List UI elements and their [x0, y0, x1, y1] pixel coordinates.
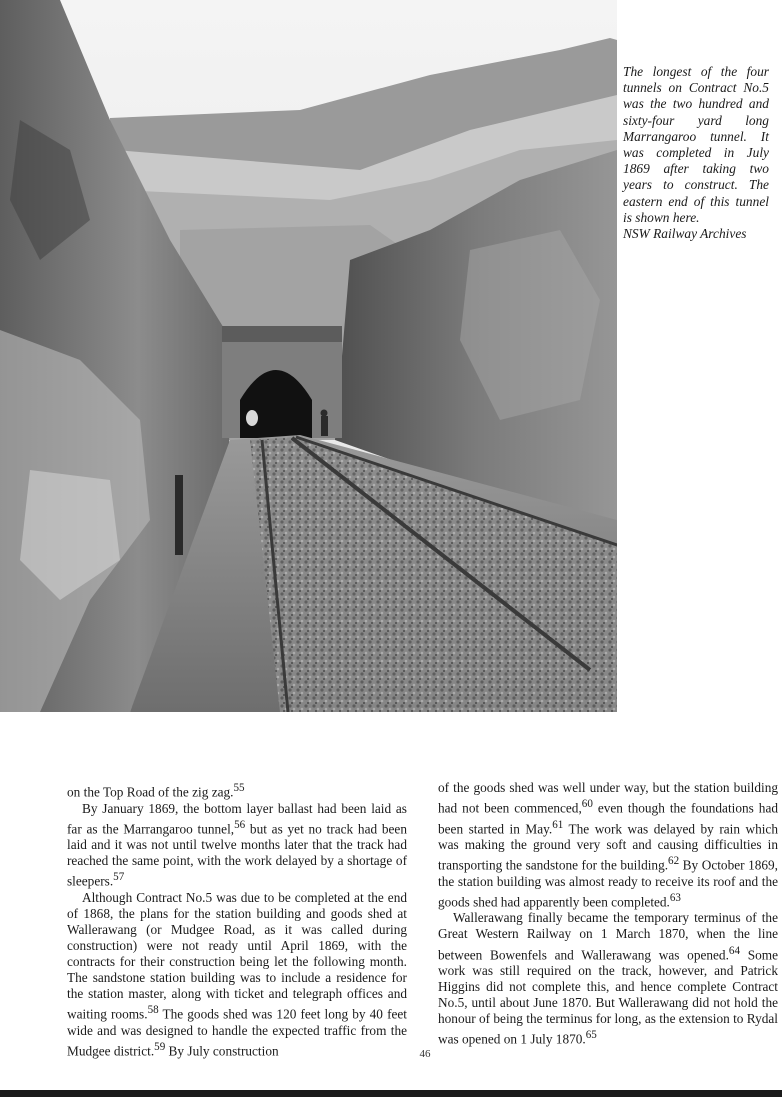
footnote-ref: 62 — [668, 855, 680, 868]
footnote-ref: 58 — [147, 1004, 159, 1017]
caption-text: The longest of the four tunnels on Contract No.5 was the two hundred and sixty-four yard long Marrangaroo tunnel. It was completed in July 1869 after taking two years to construct. The eastern end of this tunnel is shown here. — [623, 64, 769, 225]
paragraph: on the Top Road of the zig zag.$^{55}$ — [67, 782, 245, 800]
footnote-ref: 59 — [154, 1041, 166, 1054]
footnote-ref: 64 — [728, 944, 740, 957]
footnote-ref: 61 — [552, 818, 564, 831]
paragraph: Although Contract No.5 was due to be completed at the end of 1868, the plans for the station building and goods shed at Wallerawang (or Mudgee Road, as it was called during construction) were not ready until April 1869, with the contracts for their construction being let the following month. The sandstone station building was to include a residence for the station master, along with ticket and telegraph offices and waiting rooms.$^{58}$ The goods shed was 120 feet long by 40 feet wide and was designed to handle the expected traffic from the Mudgee district.$^{59}$ By July construction — [67, 889, 407, 1059]
paragraph: of the goods shed was well under way, but the station building had not been commenced,$^{60}$ even though the foundations had been started in May.$^{61}$ The work was delayed by rain which was making the ground very soft and causing difficulties in transporting the sandstone for the building.$^{62}$ By October 1869, the station building was almost ready to receive its roof and the goods shed had apparently been completed.$^{63}$ — [438, 780, 779, 910]
photo-caption — [623, 64, 769, 242]
paragraph: Wallerawang finally became the temporary terminus of the Great Western Railway on 1 March 1870, when the line between Bowenfels and Wallerawang was opened.$^{64}$ Some work was still required on the track, however, and Patrick Higgins did not complete this, and hence complete Contract No.5, until about June 1870. But Wallerawang did not hold the honour of being the terminus for long, as the extension to Rydal was opened on 1 July 1870.65 — [438, 910, 778, 1047]
footnote-ref: 56 — [234, 818, 246, 831]
page-bottom-edge — [0, 1090, 782, 1097]
footnote-ref: 57 — [113, 871, 125, 884]
footnote-ref: 60 — [581, 798, 593, 811]
footnote-ref: 65 — [585, 1029, 597, 1042]
right-text-column — [438, 780, 778, 1048]
footnote-ref: 55 — [233, 782, 245, 794]
caption-credit: NSW Railway Archives — [623, 226, 747, 242]
page-number: 46 — [419, 1048, 431, 1060]
paragraph: By January 1869, the bottom layer ballast had been laid as far as the Marrangaroo tunnel,$^{56}$ but as yet no track had been laid and it was not until twelve months later that the track had reached the same point, with the work delayed by a shortage of sleepers.$^{57}$ — [67, 800, 407, 889]
left-text-column — [67, 780, 407, 1060]
footnote-ref: 63 — [669, 891, 681, 904]
